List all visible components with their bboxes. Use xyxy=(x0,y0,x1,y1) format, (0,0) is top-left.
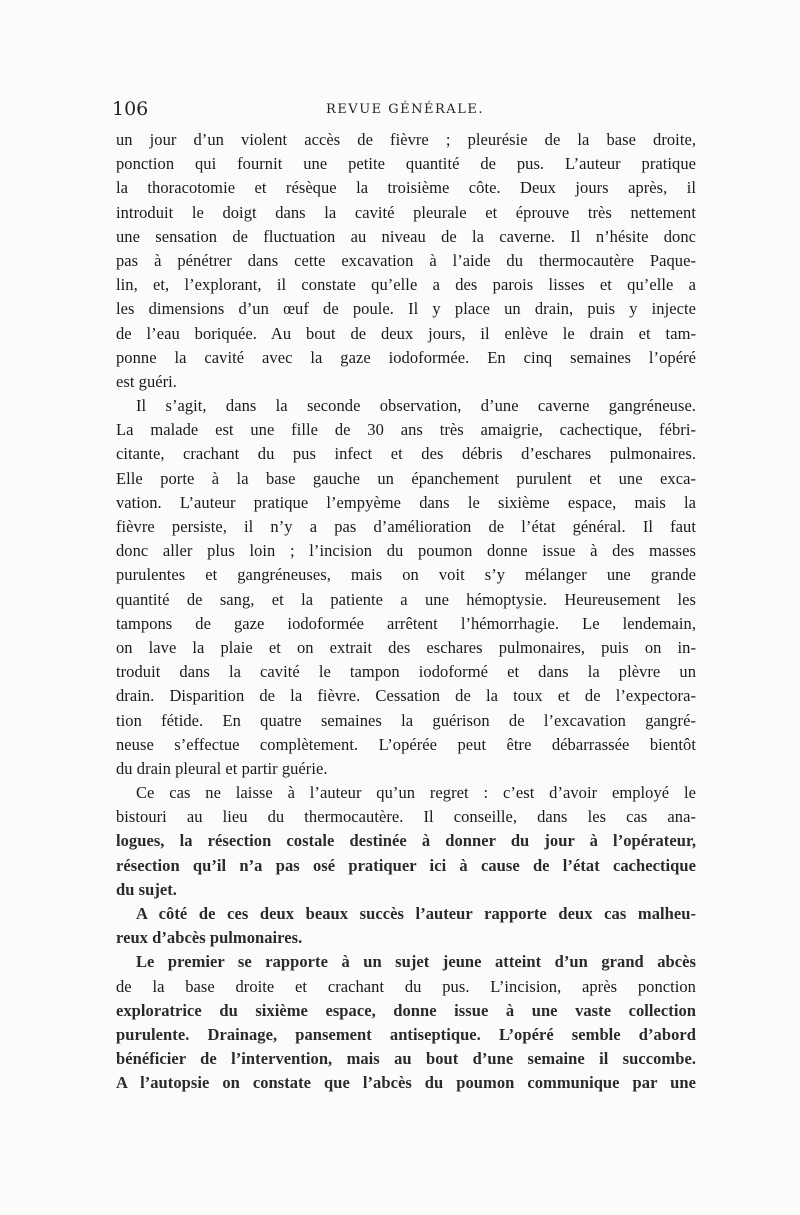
text-line: lin, et, l’explorant, il constate qu’elle a des parois lisses et qu’elle a xyxy=(116,275,696,295)
text-line: logues, la résection costale destinée à donner du jour à l’opérateur, xyxy=(116,831,696,851)
text-line: reux d’abcès pulmonaires. xyxy=(116,928,303,948)
text-line: de l’eau boriquée. Au bout de deux jours, il enlève le drain et tam- xyxy=(116,323,696,343)
text-line: fièvre persiste, il n’y a pas d’amélioration de l’état général. Il faut xyxy=(116,517,696,536)
paragraph-start: Il s’agit, dans la seconde observation, d’une caverne gangréneuse. xyxy=(136,396,696,416)
text-line: tampons de gaze iodoformée arrêtent l’hémorrhagie. Le lendemain, xyxy=(116,613,696,633)
text-line: A l’autopsie on constate que l’abcès du poumon communique par une xyxy=(116,1073,696,1093)
text-line: citante, crachant du pus infect et des débris d’eschares pulmonaires. xyxy=(116,444,696,464)
text-line: on lave la plaie et on extrait des eschares pulmonaires, puis on in- xyxy=(116,637,696,657)
text-line: la thoracotomie et résèque la troisième côte. Deux jours après, il xyxy=(116,178,696,198)
journal-title: REVUE GÉNÉRALE. xyxy=(326,102,484,117)
text-line: exploratrice du sixième espace, donne issue à une vaste collection xyxy=(116,1000,696,1020)
text-line: La malade est une fille de 30 ans très amaigrie, cachectique, fébri- xyxy=(116,420,696,440)
text-line: donc aller plus loin ; l’incision du poumon donne issue à des masses xyxy=(116,541,696,561)
running-head xyxy=(112,98,698,122)
body-text xyxy=(116,128,696,1096)
text-line: un jour d’un violent accès de fièvre ; pleurésie de la base droite, xyxy=(116,130,696,149)
text-line: neuse s’effectue complètement. L’opérée peut être débarrassée bientôt xyxy=(116,734,696,754)
page-number: 106 xyxy=(112,98,149,120)
paragraph-start: Le premier se rapporte à un sujet jeune atteint d’un grand abcès xyxy=(136,952,696,972)
text-line: purulente. Drainage, pansement antiseptique. L’opéré semble d’abord xyxy=(116,1024,696,1044)
text-line: tion fétide. En quatre semaines la guérison de l’excavation gangré- xyxy=(116,710,696,730)
text-line: du sujet. xyxy=(116,879,177,899)
text-line: une sensation de fluctuation au niveau de la caverne. Il n’hésite donc xyxy=(116,226,696,246)
text-line: du drain pleural et partir guérie. xyxy=(116,758,328,778)
text-line: bénéficier de l’intervention, mais au bout d’une semaine il succombe. xyxy=(116,1049,696,1069)
text-line: purulentes et gangréneuses, mais on voit s’y mélanger une grande xyxy=(116,565,696,585)
text-line: ponction qui fournit une petite quantité de pus. L’auteur pratique xyxy=(116,154,696,174)
text-line: pas à pénétrer dans cette excavation à l’aide du thermocautère Paque- xyxy=(116,250,696,270)
text-line: est guéri. xyxy=(116,371,177,391)
text-line: bistouri au lieu du thermocautère. Il conseille, dans les cas ana- xyxy=(116,807,696,827)
text-line: vation. L’auteur pratique l’empyème dans le sixième espace, mais la xyxy=(116,492,696,512)
text-line: les dimensions d’un œuf de poule. Il y place un drain, puis y injecte xyxy=(116,299,696,319)
text-line: de la base droite et crachant du pus. L’incision, après ponction xyxy=(116,976,696,996)
text-line: introduit le doigt dans la cavité pleurale et éprouve très nettement xyxy=(116,202,696,222)
text-line: drain. Disparition de la fièvre. Cessation de la toux et de l’expectora- xyxy=(116,686,696,706)
text-line: Elle porte à la base gauche un épanchement purulent et une exca- xyxy=(116,468,696,488)
text-line: résection qu’il n’a pas osé pratiquer ici à cause de l’état cachectique xyxy=(116,855,696,875)
text-line: troduit dans la cavité le tampon iodoformé et dans la plèvre un xyxy=(116,662,696,682)
paragraph-start: A côté de ces deux beaux succès l’auteur rapporte deux cas malheu- xyxy=(136,904,696,923)
text-line: ponne la cavité avec la gaze iodoformée. En cinq semaines l’opéré xyxy=(116,347,696,367)
text-line: quantité de sang, et la patiente a une hémoptysie. Heureusement les xyxy=(116,589,696,609)
paragraph-start: Ce cas ne laisse à l’auteur qu’un regret : c’est d’avoir employé le xyxy=(136,783,696,803)
